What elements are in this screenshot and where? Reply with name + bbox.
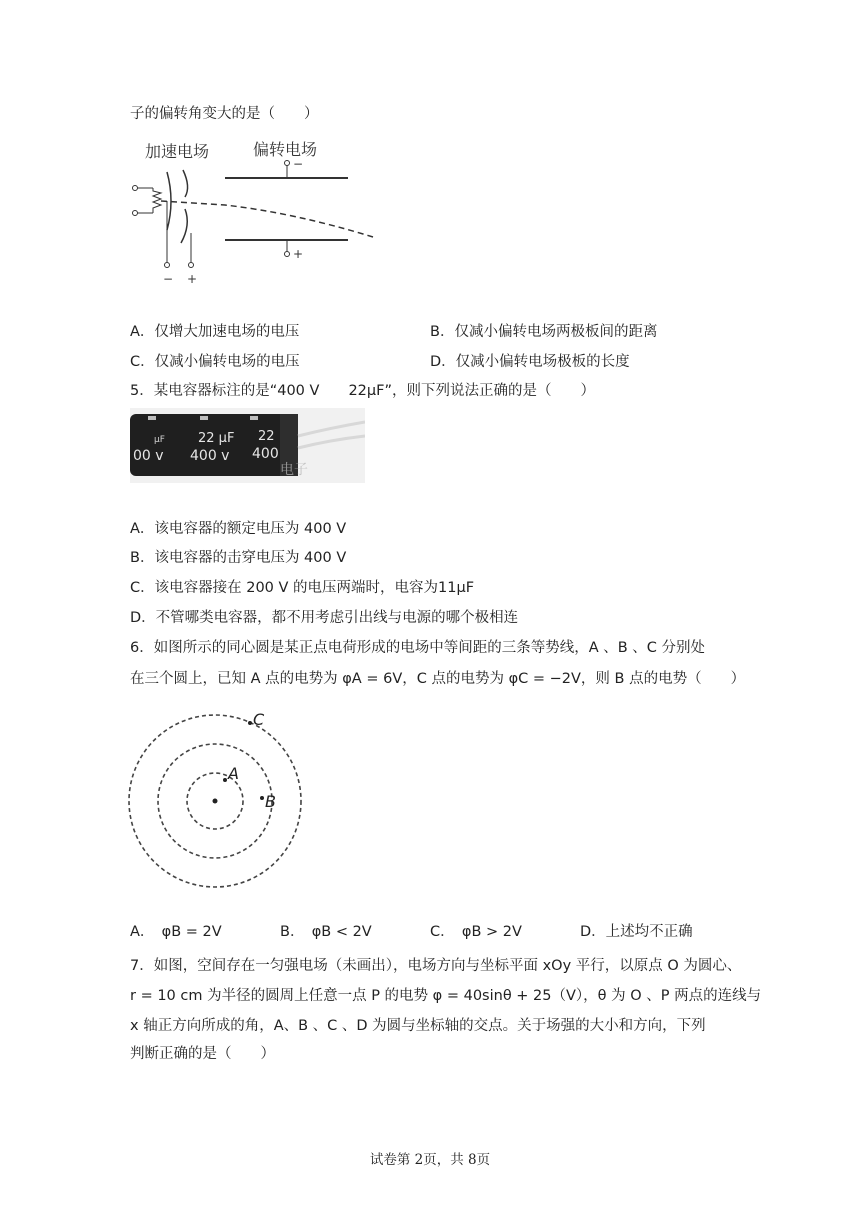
- q4-option-b[interactable]: B．仅减小偏转电场两极板间的距离: [430, 324, 658, 340]
- point-c-label: C: [253, 710, 265, 729]
- q4-stem-tail: 子的偏转角变大的是（ ）: [130, 106, 319, 122]
- svg-text:22 μF: 22 μF: [198, 431, 235, 446]
- q5-option-c[interactable]: C．该电容器接在 200 V 的电压两端时，电容为11μF: [130, 580, 475, 596]
- page-footer: 试卷第 2页，共 8页: [369, 1152, 491, 1168]
- fig-label-accel: 加速电场: [145, 142, 210, 161]
- svg-text:−: −: [163, 272, 174, 286]
- q5-option-a[interactable]: A．该电容器的额定电压为 400 V: [130, 521, 347, 537]
- q6-concentric-circles-figure: [125, 705, 315, 900]
- q7-stem-line4: 判断正确的是（ ）: [130, 1046, 275, 1062]
- point-a-label: A: [228, 764, 239, 783]
- svg-text:400 v: 400 v: [190, 448, 230, 464]
- q4-option-c[interactable]: C．仅减小偏转电场的电压: [130, 354, 300, 370]
- q6-option-d[interactable]: D．上述均不正确: [580, 924, 693, 940]
- q7-stem-line2: r = 10 cm 为半径的圆周上任意一点 P 的电势 φ = 40sinθ + 25（V），θ 为 O 、P 两点的连线与: [130, 988, 762, 1004]
- q5-stem: 5．某电容器标注的是“400 V 22μF”，则下列说法正确的是（ ）: [130, 383, 595, 399]
- point-b-label: B: [265, 792, 276, 811]
- q7-stem-line3: x 轴正方向所成的角，A、B 、C 、D 为圆与坐标轴的交点。关于场强的大小和方向，下列: [130, 1018, 706, 1034]
- fig-label-deflect: 偏转电场: [253, 140, 318, 159]
- svg-text:电子: 电子: [280, 462, 308, 478]
- svg-text:00 v: 00 v: [133, 448, 164, 464]
- svg-text:+: +: [293, 247, 304, 261]
- q4-option-d[interactable]: D．仅减小偏转电场极板的长度: [430, 354, 630, 370]
- q6-stem-line2: 在三个圆上，已知 A 点的电势为 φA = 6V，C 点的电势为 φC = −2V，则 B 点的电势（ ）: [130, 671, 746, 687]
- svg-text:+: +: [187, 272, 198, 286]
- svg-text:μF: μF: [154, 435, 165, 445]
- svg-text:22: 22: [258, 429, 275, 444]
- q5-option-d[interactable]: D．不管哪类电容器，都不用考虑引出线与电源的哪个极相连: [130, 610, 519, 626]
- q4-figure-deflection: [125, 135, 385, 290]
- q6-option-a[interactable]: A． φB = 2V: [130, 924, 222, 940]
- svg-text:400: 400: [252, 446, 279, 462]
- q7-stem-line1: 7．如图，空间存在一匀强电场（未画出），电场方向与坐标平面 xOy 平行，以原点 O 为圆心、: [130, 958, 742, 974]
- q6-option-b[interactable]: B． φB < 2V: [280, 924, 372, 940]
- svg-text:−: −: [293, 157, 304, 171]
- capacitor-photo: [130, 408, 365, 483]
- q6-option-c[interactable]: C． φB > 2V: [430, 924, 522, 940]
- q5-option-b[interactable]: B．该电容器的击穿电压为 400 V: [130, 550, 347, 566]
- q4-option-a[interactable]: A．仅增大加速电场的电压: [130, 324, 300, 340]
- q6-stem-line1: 6．如图所示的同心圆是某正点电荷形成的电场中等间距的三条等势线，A 、B 、C 分别处: [130, 640, 706, 656]
